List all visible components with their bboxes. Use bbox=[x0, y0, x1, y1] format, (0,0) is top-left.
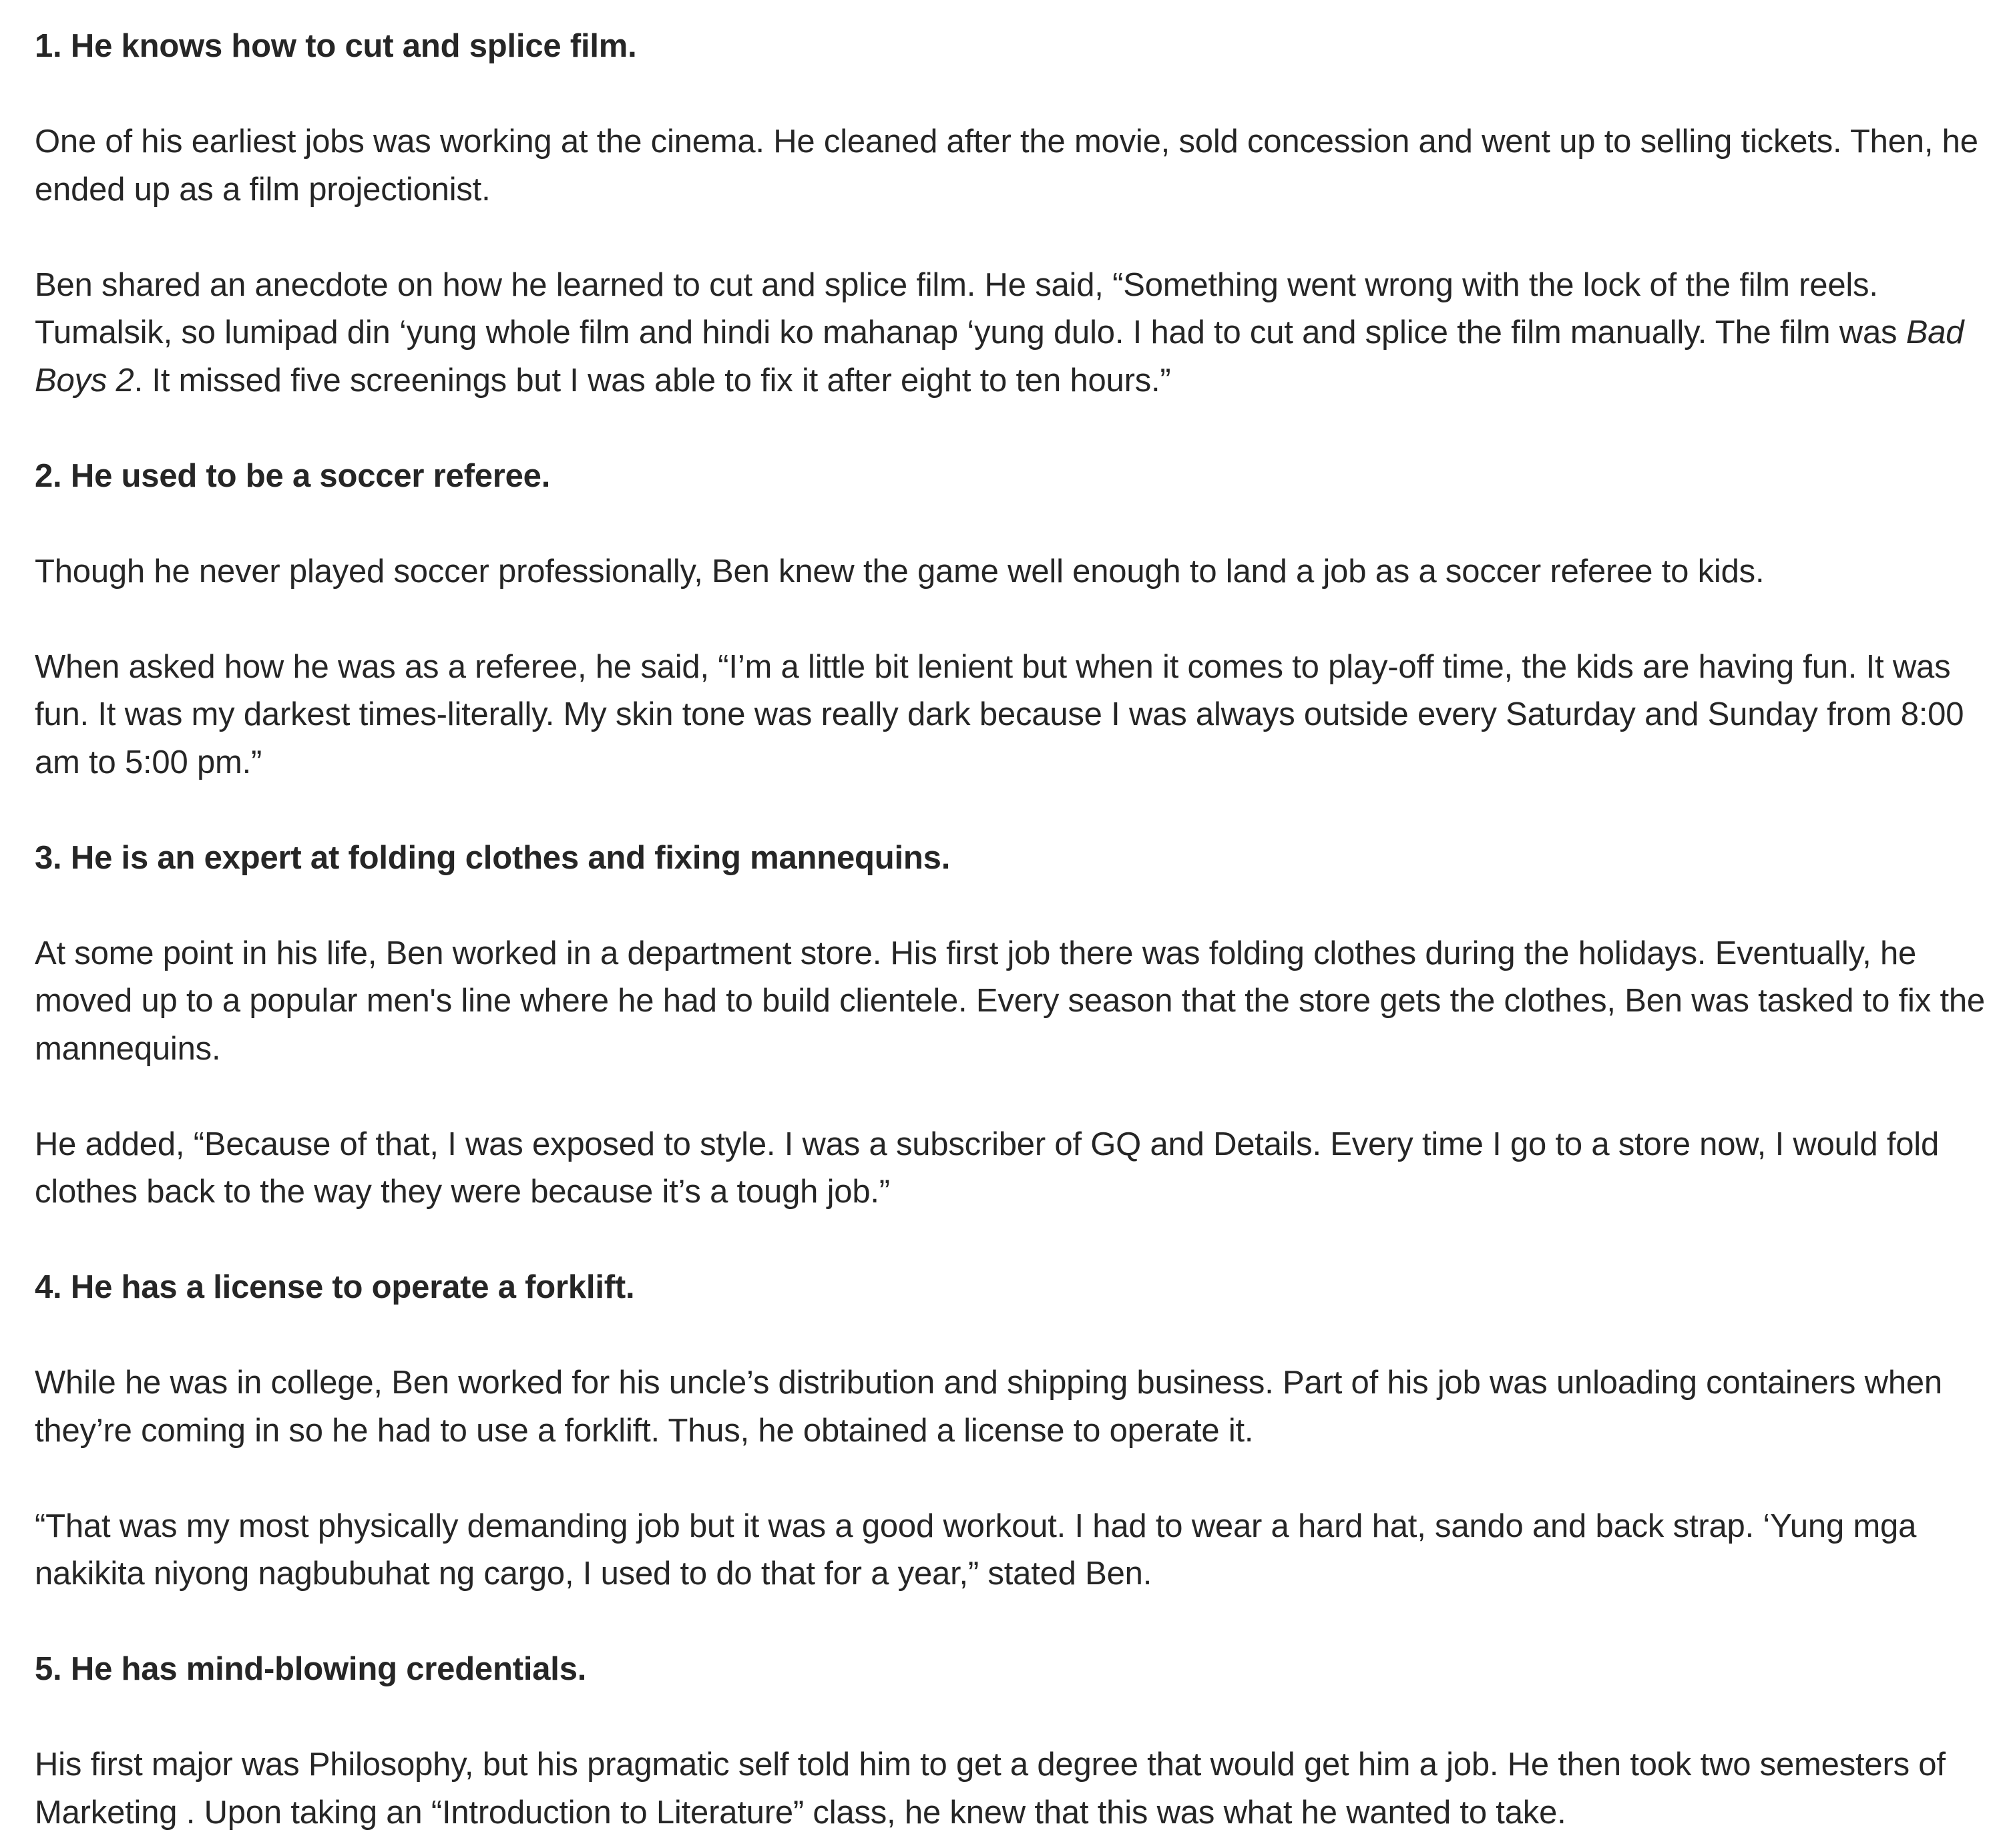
paragraph-3-1: At some point in his life, Ben worked in a department store. His first job there was folding clothes during the holidays. Eventually, he moved up to a popular men's line where he had to build clientele. Every season that the store gets the clothes, Ben was tasked to fix the mannequins. bbox=[35, 935, 1985, 1067]
paragraph-5-1: His first major was Philosophy, but his pragmatic self told him to get a degree that would get him a job. He then took two semesters of Marketing . Upon taking an “Introduction to Literature” class, he knew that this was what he wanted to take. bbox=[35, 1747, 1946, 1831]
paragraph-1-2 bbox=[35, 262, 1991, 405]
section-heading-2: 2. He used to be a soccer referee. bbox=[35, 457, 551, 494]
section-heading-1: 1. He knows how to cut and splice film. bbox=[35, 28, 637, 64]
paragraph-1-1: One of his earliest jobs was working at the cinema. He cleaned after the movie, sold concession and went up to selling tickets. Then, he ended up as a film projectionist. bbox=[35, 124, 1978, 208]
section-heading-5: 5. He has mind-blowing credentials. bbox=[35, 1651, 587, 1687]
paragraph-2-2: When asked how he was as a referee, he said, “I’m a little bit lenient but when it comes to play-off time, the kids are having fun. It was fun. It was my darkest times-literally. My skin tone was really dark because I was always outside every Saturday and Sunday from 8:00 am to 5:00 pm.” bbox=[35, 648, 1964, 780]
paragraph-3-2: He added, “Because of that, I was exposed to style. I was a subscriber of GQ and Details. Every time I go to a store now, I would fold clothes back to the way they were because it’s a tough job.” bbox=[35, 1126, 1940, 1210]
film-title: Bad Boys 2 bbox=[35, 314, 1964, 399]
paragraph-1-2-text-start: Ben shared an anecdote on how he learned to cut and splice film. He said, “Something went wrong with the lock of the film reels. Tumalsik, so lumipad din ‘yung whole film and hindi ko mahanap ‘yung dulo. I had to cut and splice the film manually. The film was bbox=[35, 266, 1906, 351]
paragraph-2-1: Though he never played soccer professionally, Ben knew the game well enough to land a job as a soccer referee to kids. bbox=[35, 553, 1765, 590]
section-heading-4: 4. He has a license to operate a forklift. bbox=[35, 1269, 635, 1305]
paragraph-4-2: “That was my most physically demanding job but it was a good workout. I had to wear a hard hat, sando and back strap. ‘Yung mga nakikita niyong nagbubuhat ng cargo, I used to do that for a year,” stated Ben. bbox=[35, 1508, 1917, 1592]
paragraph-1-2-text-end: . It missed five screenings but I was able to fix it after eight to ten hours.” bbox=[134, 362, 1171, 399]
article-body bbox=[35, 23, 1991, 1837]
section-heading-3: 3. He is an expert at folding clothes and fixing mannequins. bbox=[35, 839, 951, 876]
paragraph-4-1: While he was in college, Ben worked for his uncle’s distribution and shipping business. Part of his job was unloading containers when they’re coming in so he had to use a forklift. Thus, he obtained a license to operate it. bbox=[35, 1365, 1942, 1449]
